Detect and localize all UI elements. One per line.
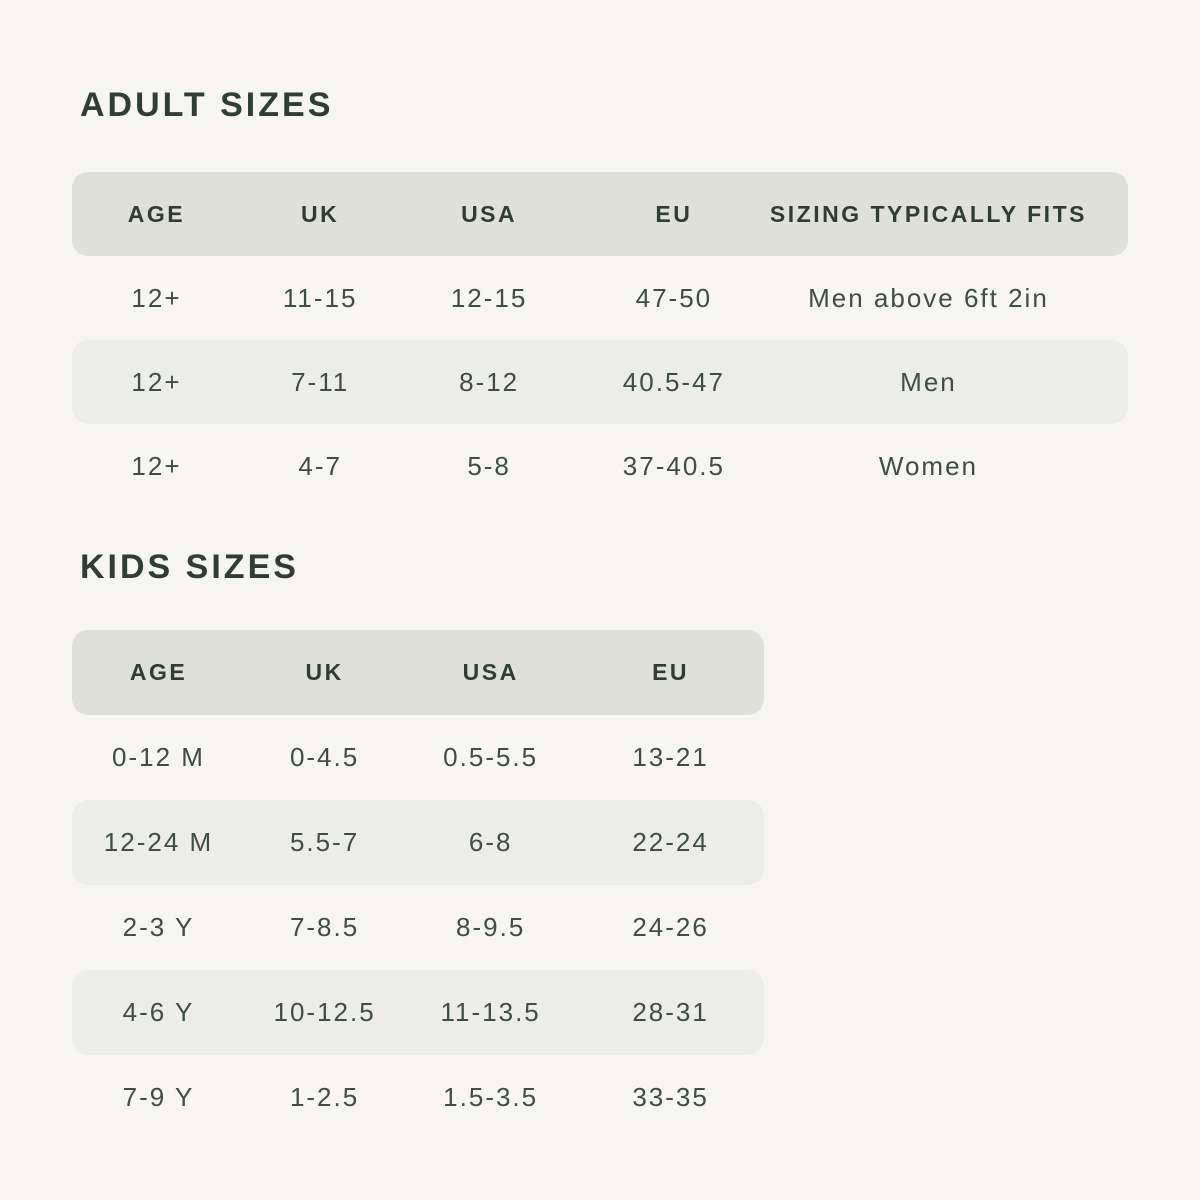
- kids-table-header-row: [72, 630, 764, 715]
- table-row: [72, 424, 1128, 508]
- cell-uk: 5.5-7: [289, 827, 360, 857]
- cell-eu: 22-24: [632, 827, 709, 857]
- cell-uk: 0-4.5: [289, 742, 360, 772]
- adult-sizes-table: [72, 172, 1128, 508]
- cell-eu: 33-35: [632, 1082, 709, 1112]
- cell-age: 2-3 Y: [122, 912, 195, 942]
- adult-header-uk: UK: [301, 200, 340, 227]
- cell-uk: 1-2.5: [289, 1082, 360, 1112]
- kids-header-usa: USA: [462, 659, 519, 685]
- cell-sizing-fits: Men above 6ft 2in: [808, 282, 1049, 313]
- cell-age: 12-24 M: [103, 827, 214, 857]
- cell-uk: 11-15: [282, 282, 358, 313]
- cell-usa: 1.5-3.5: [443, 1082, 539, 1112]
- cell-usa: 0.5-5.5: [443, 742, 539, 772]
- cell-uk: 10-12.5: [273, 997, 376, 1027]
- cell-eu: 28-31: [632, 997, 709, 1027]
- cell-sizing-fits: Women: [878, 450, 978, 481]
- cell-age: 12+: [131, 366, 182, 397]
- table-row: [72, 970, 764, 1055]
- cell-usa: 11-13.5: [440, 997, 541, 1027]
- cell-usa: 8-9.5: [456, 912, 526, 942]
- adult-header-sizing-fits: SIZING TYPICALLY FITS: [769, 200, 1087, 227]
- table-row: [72, 885, 764, 970]
- kids-header-uk: UK: [305, 659, 344, 685]
- kids-sizes-table: [72, 630, 764, 1140]
- adult-header-usa: USA: [461, 200, 518, 227]
- table-row: [72, 1055, 764, 1140]
- cell-eu: 24-26: [632, 912, 709, 942]
- cell-eu: 47-50: [635, 282, 713, 313]
- cell-uk: 7-11: [291, 366, 350, 397]
- adult-header-age: AGE: [127, 200, 186, 227]
- cell-usa: 8-12: [459, 366, 520, 397]
- table-row: [72, 340, 1128, 424]
- table-row: [72, 800, 764, 885]
- table-row: [72, 715, 764, 800]
- cell-usa: 6-8: [468, 827, 513, 857]
- adult-table-header-row: [72, 172, 1128, 256]
- adult-header-eu: EU: [655, 200, 693, 227]
- cell-uk: 4-7: [298, 450, 342, 481]
- cell-uk: 7-8.5: [289, 912, 360, 942]
- cell-eu: 40.5-47: [622, 366, 725, 397]
- cell-eu: 13-21: [632, 742, 709, 772]
- kids-header-eu: EU: [652, 659, 690, 685]
- kids-sizes-title: KIDS SIZES: [80, 548, 299, 586]
- cell-usa: 5-8: [467, 450, 511, 481]
- cell-age: 0-12 M: [112, 742, 205, 772]
- cell-age: 4-6 Y: [122, 997, 195, 1027]
- cell-age: 12+: [131, 450, 182, 481]
- cell-age: 12+: [131, 282, 182, 313]
- cell-eu: 37-40.5: [622, 450, 725, 481]
- cell-sizing-fits: Men: [900, 366, 957, 397]
- table-row: [72, 256, 1128, 340]
- kids-header-age: AGE: [129, 659, 188, 685]
- cell-usa: 12-15: [450, 282, 528, 313]
- cell-age: 7-9 Y: [122, 1082, 195, 1112]
- adult-sizes-title: ADULT SIZES: [80, 86, 334, 124]
